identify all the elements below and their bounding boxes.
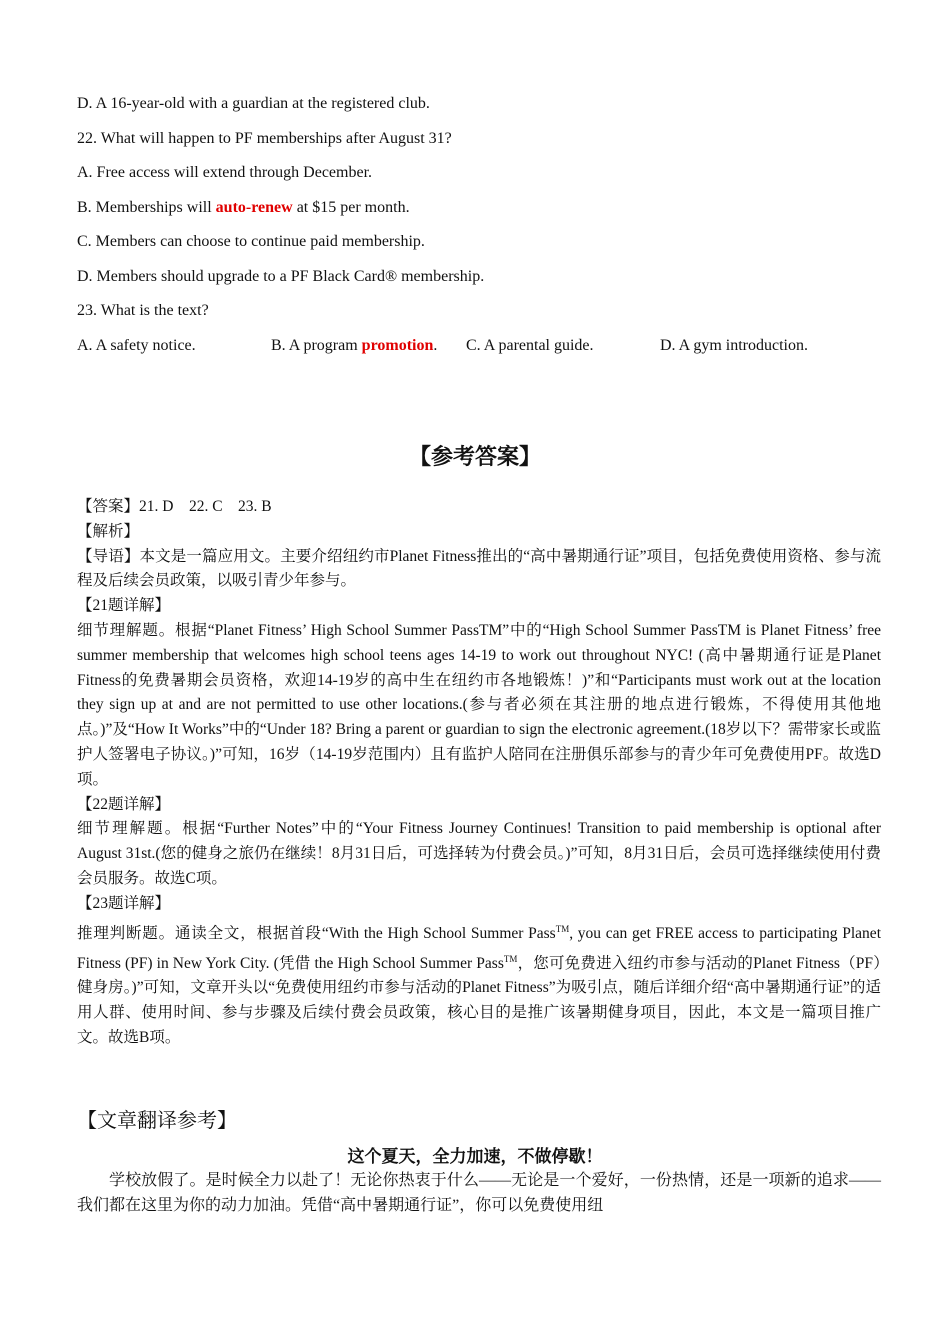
q22-option-c: C. Members can choose to continue paid membership. <box>77 233 425 250</box>
q22-option-d: D. Members should upgrade to a PF Black Card® membership. <box>77 268 485 285</box>
q22-label: 【22题详解】 <box>77 795 171 813</box>
q23-option-b-pre: B. A program <box>271 337 362 354</box>
q23-text-3: ，您可免费进入纽约市参与活动的Planet Fitness（PF）健身房。)”可知，文章开头以“免费使用纽约市参与活动的Planet Fitness”为吸引点，随后详细介绍“高中暑期通行证”的适用人群、使用时间、参与步骤及后续付费会员政策，核心目的是推广该暑期健身项目，因此，本文是一篇项目推广文。故选B项。 <box>77 954 881 1047</box>
analysis-label: 【解析】 <box>77 522 140 540</box>
q23-tm-2: TM <box>503 953 518 964</box>
q23-text-2: , you can get FREE access to participating Planet Fitness (PF) in New York City. (凭借 the High School Summer Pass <box>77 924 881 972</box>
q23-stem: 23. What is the text? <box>77 302 209 319</box>
q23-option-b-highlight: promotion <box>361 337 434 354</box>
q23-option-b <box>271 337 437 355</box>
q23-explanation <box>77 917 881 1051</box>
q22-option-b-highlight: auto-renew <box>215 199 293 216</box>
intro-text: 本文是一篇应用文。主要介绍纽约市Planet Fitness推出的“高中暑期通行证”项目，包括免费使用资格、参与流程及后续会员政策，以吸引青少年参与。 <box>77 547 881 590</box>
q21-explanation: 细节理解题。根据“Planet Fitness’ High School Summer PassTM”中的“High School Summer PassTM is Planet Fitness’ free summer membership that welcomes high school teens ages 14-19 to work out throughout NYC! (高中暑期通行证是Planet Fitness的免费暑期会员资格，欢迎14-19岁的高中生在纽约市各地锻炼！)”和“Participants must work out at the location they sign up at and are not permitted to use other locations.(参与者必须在其注册的地点进行锻炼，不得使用其他地点。)”及“How It Works”中的“Under 18? Bring a parent or guardian to sign the electronic agreement.(18岁以下？需带家长或监护人签署电子协议。)”可知，16岁（14-19岁范围内）且有监护人陪同在注册俱乐部参与的青少年可免费使用PF。故选D项。 <box>77 621 881 788</box>
q23-text-1: 推理判断题。通读全文，根据首段“With the High School Summer Pass <box>77 924 556 942</box>
q23-tm-1: TM <box>555 923 570 934</box>
translation-title: 这个夏天，全力加速，不做停歇！ <box>347 1147 603 1166</box>
intro-label: 【导语】 <box>77 547 140 565</box>
q22-option-b-post: at $15 per month. <box>292 199 410 216</box>
answer-line <box>77 495 881 520</box>
intro-paragraph <box>77 545 881 595</box>
q23-option-b-post: . <box>433 337 438 354</box>
q21-label: 【21题详解】 <box>77 597 171 615</box>
q22-stem: 22. What will happen to PF memberships after August 31? <box>77 130 452 147</box>
answer-text: 21. D 22. C 23. B <box>139 498 272 515</box>
answer-block <box>77 495 881 1051</box>
q22-option-b-pre: B. Memberships will <box>77 199 216 216</box>
translation-section-title: 【文章翻译参考】 <box>77 1110 237 1132</box>
q23-option-a: A. A safety notice. <box>77 337 196 354</box>
q23-option-d: D. A gym introduction. <box>660 337 808 354</box>
q23-option-c: C. A parental guide. <box>466 337 594 354</box>
q21-option-d: D. A 16-year-old with a guardian at the registered club. <box>77 95 430 112</box>
q22-explanation: 细节理解题。根据“Further Notes”中的“Your Fitness Journey Continues! Transition to paid membership is optional after August 31st.(您的健身之旅仍在继续！8月31日后，可选择转为付费会员。)”可知，8月31日后，会员可选择继续使用付费会员服务。故选C项。 <box>77 820 881 887</box>
q23-label: 【23题详解】 <box>77 894 171 912</box>
answer-label: 【答案】 <box>77 498 140 515</box>
q22-option-a: A. Free access will extend through December. <box>77 164 373 181</box>
q22-option-b <box>77 199 410 217</box>
answer-heading: 【参考答案】 <box>408 444 541 469</box>
translation-paragraph: 学校放假了。是时候全力以赴了！无论你热衷于什么——无论是一个爱好，一份热情，还是一项新的追求——我们都在这里为你的动力加油。凭借“高中暑期通行证”，你可以免费使用纽 <box>77 1172 881 1214</box>
